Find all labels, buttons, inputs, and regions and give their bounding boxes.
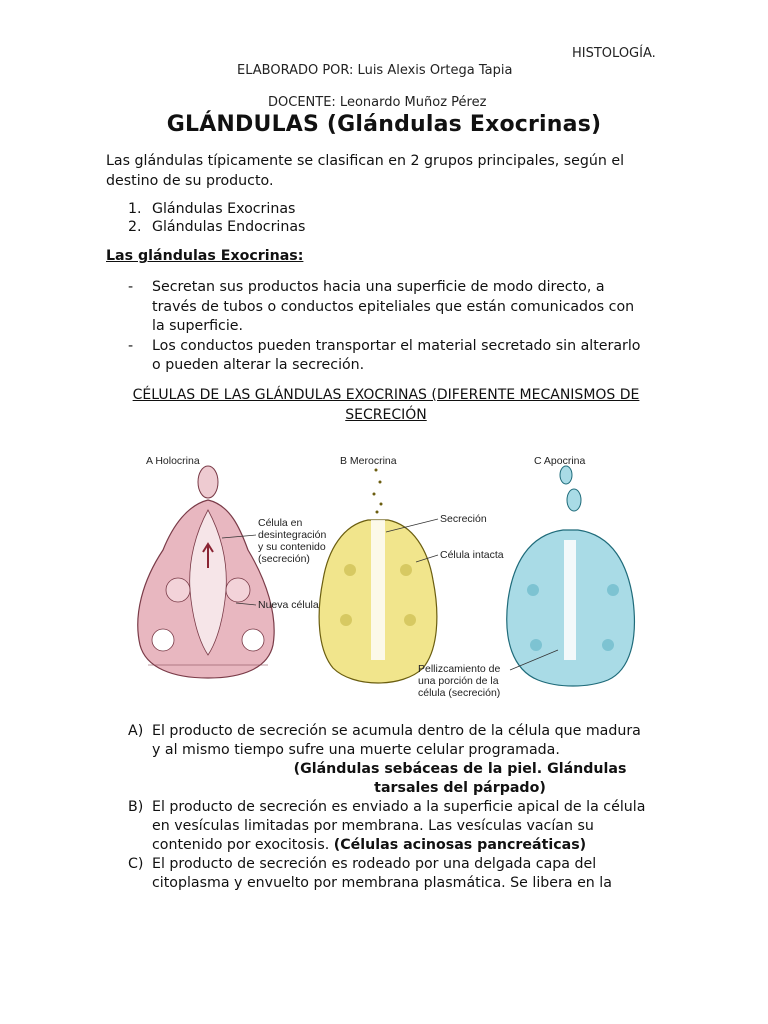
- panel-b-title: B Merocrina: [340, 455, 397, 467]
- cell-nucleus: [344, 564, 356, 576]
- exocrine-points: [128, 278, 648, 376]
- cell-nucleus: [152, 629, 174, 651]
- panel-a-title: A Holocrina: [146, 455, 200, 467]
- label-disintegrating-cell-3: y su contenido: [258, 541, 326, 553]
- intro-paragraph: Las glándulas típicamente se clasifican en 2 grupos principales, según el destino de su producto.: [106, 153, 625, 189]
- cell-nucleus: [527, 584, 539, 596]
- apocrine-gland: [507, 466, 635, 686]
- author-line: ELABORADO POR: Luis Alexis Ortega Tapia: [237, 63, 513, 78]
- list-marker: C): [128, 856, 144, 872]
- cell-nucleus: [400, 564, 412, 576]
- cell-nucleus: [226, 578, 250, 602]
- mechanisms-list: [128, 722, 648, 893]
- mechanism-example: (Células acinosas pancreáticas): [333, 837, 587, 853]
- list-text: Secretan sus productos hacia una superficie de modo directo, a través de tubos o conductos epiteliales que están comunicados con la superficie.: [152, 279, 635, 334]
- merocrine-gland: [319, 469, 437, 684]
- panel-c-title: C Apocrina: [534, 455, 586, 467]
- mechanism-text: El producto de secreción es rodeado por una delgada capa del citoplasma y envuelto por membrana plasmática. Se libera en la: [152, 856, 612, 891]
- page-title: GLÁNDULAS (Glándulas Exocrinas): [166, 112, 602, 137]
- list-marker: B): [128, 799, 144, 815]
- list-item: [128, 278, 648, 337]
- subject-header: HISTOLOGÍA.: [572, 46, 656, 61]
- label-new-cell: Nueva célula: [258, 599, 319, 611]
- list-marker: A): [128, 723, 144, 739]
- cell-nucleus: [530, 639, 542, 651]
- list-text: Glándulas Exocrinas: [152, 201, 296, 217]
- mechanism-example: (Glándulas sebáceas de la piel. Glándulas tarsales del párpado): [293, 761, 627, 796]
- label-disintegrating-cell-1: Célula en: [258, 517, 303, 529]
- cell-nucleus: [340, 614, 352, 626]
- label-disintegrating-cell-4: (secreción): [258, 553, 310, 565]
- apocrine-bleb: [560, 466, 572, 484]
- holocrine-gland: [138, 466, 274, 678]
- label-pinching-3: célula (secreción): [418, 687, 501, 699]
- bullet-dash: -: [128, 279, 134, 295]
- list-item: [128, 722, 648, 798]
- figure-caption: CÉLULAS DE LAS GLÁNDULAS EXOCRINAS (DIFERENTE MECANISMOS DE SECRECIÓN: [132, 387, 640, 423]
- cell-nucleus: [404, 614, 416, 626]
- label-pinching-1: Pellizcamiento de: [418, 663, 501, 675]
- list-item: [128, 337, 648, 376]
- section-heading: Las glándulas Exocrinas:: [106, 248, 304, 264]
- cell-nucleus: [242, 629, 264, 651]
- groups-list: [128, 201, 305, 236]
- holocrine-bulb: [198, 466, 218, 498]
- label-pinching-2: una porción de la: [418, 675, 499, 687]
- list-text: Los conductos pueden transportar el material secretado sin alterarlo o pueden alterar la secreción.: [152, 337, 641, 373]
- label-intact-cell: Célula intacta: [440, 549, 504, 561]
- cell-nucleus: [602, 639, 614, 651]
- list-text: Glándulas Endocrinas: [152, 218, 306, 235]
- mechanism-text: El producto de secreción es enviado a la superficie apical de la célula en vesículas limitadas por membrana. Las vesículas vacían su contenido por exocitosis.: [152, 799, 646, 853]
- list-number: 2.: [128, 218, 142, 235]
- label-disintegrating-cell-2: desintegración: [258, 529, 327, 541]
- gland-secretion-figure: [118, 440, 658, 710]
- list-number: 1.: [128, 201, 142, 217]
- mechanism-text: El producto de secreción se acumula dentro de la célula que madura y al mismo tiempo sufre una muerte celular programada.: [152, 723, 641, 758]
- bullet-dash: -: [128, 337, 134, 354]
- apocrine-bleb: [567, 489, 581, 511]
- list-item: [128, 855, 648, 893]
- gland-illustration: [118, 440, 658, 710]
- list-item: [128, 798, 648, 855]
- list-item: [128, 219, 305, 237]
- teacher-line: DOCENTE: Leonardo Muñoz Pérez: [268, 95, 487, 110]
- cell-nucleus: [166, 578, 190, 602]
- label-secretion: Secreción: [440, 513, 487, 525]
- list-item: [128, 201, 305, 219]
- cell-nucleus: [607, 584, 619, 596]
- secretion-dots: [373, 469, 383, 514]
